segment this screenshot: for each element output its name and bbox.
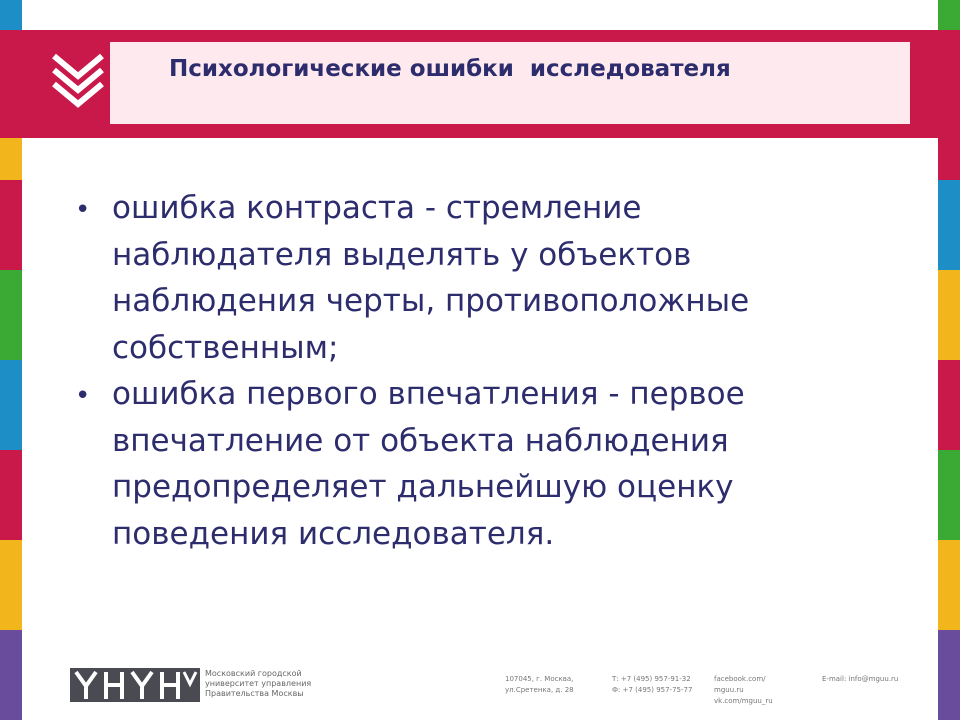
bullet-item xyxy=(75,371,855,557)
stripe-segment xyxy=(938,270,960,360)
title-box xyxy=(110,42,910,124)
bullet-dot-icon: • xyxy=(75,195,91,225)
mguu-logo-icon xyxy=(70,668,200,702)
email[interactable]: E-mail: info@mguu.ru xyxy=(822,675,899,683)
footer xyxy=(0,660,960,720)
phones: Т: +7 (495) 957-91-32 Ф: +7 (495) 957-75-77 xyxy=(612,675,693,694)
bullet-text: ошибка первого впечатления - первое впечатление от объекта наблюдения предопределяет дальнейшую оценку поведения исследователя. xyxy=(112,376,745,552)
address: 107045, г. Москва, ул.Сретенка, д. 28 xyxy=(505,675,574,694)
bullet-item xyxy=(75,185,855,371)
stripe-segment xyxy=(938,180,960,270)
slide-title: Психологические ошибки исследователя xyxy=(169,56,731,82)
social-links[interactable]: facebook.com/ mguu.ru vk.com/mguu_ru xyxy=(714,675,773,705)
stripe-segment xyxy=(0,270,22,360)
chevrons-down-icon xyxy=(48,48,108,108)
bullet-dot-icon: • xyxy=(75,381,91,411)
university-name: Московский городской университет управления Правительства Москвы xyxy=(205,669,312,698)
stripe-segment xyxy=(938,450,960,540)
stripe-segment xyxy=(0,180,22,270)
stripe-segment xyxy=(938,540,960,630)
bullet-text: ошибка контраста - стремление наблюдателя выделять у объектов наблюдения черты, противоположные собственным; xyxy=(112,190,750,366)
stripe-segment xyxy=(0,450,22,540)
bullet-list xyxy=(75,185,855,557)
stripe-segment xyxy=(0,360,22,450)
stripe-segment xyxy=(938,360,960,450)
stripe-segment xyxy=(0,540,22,630)
